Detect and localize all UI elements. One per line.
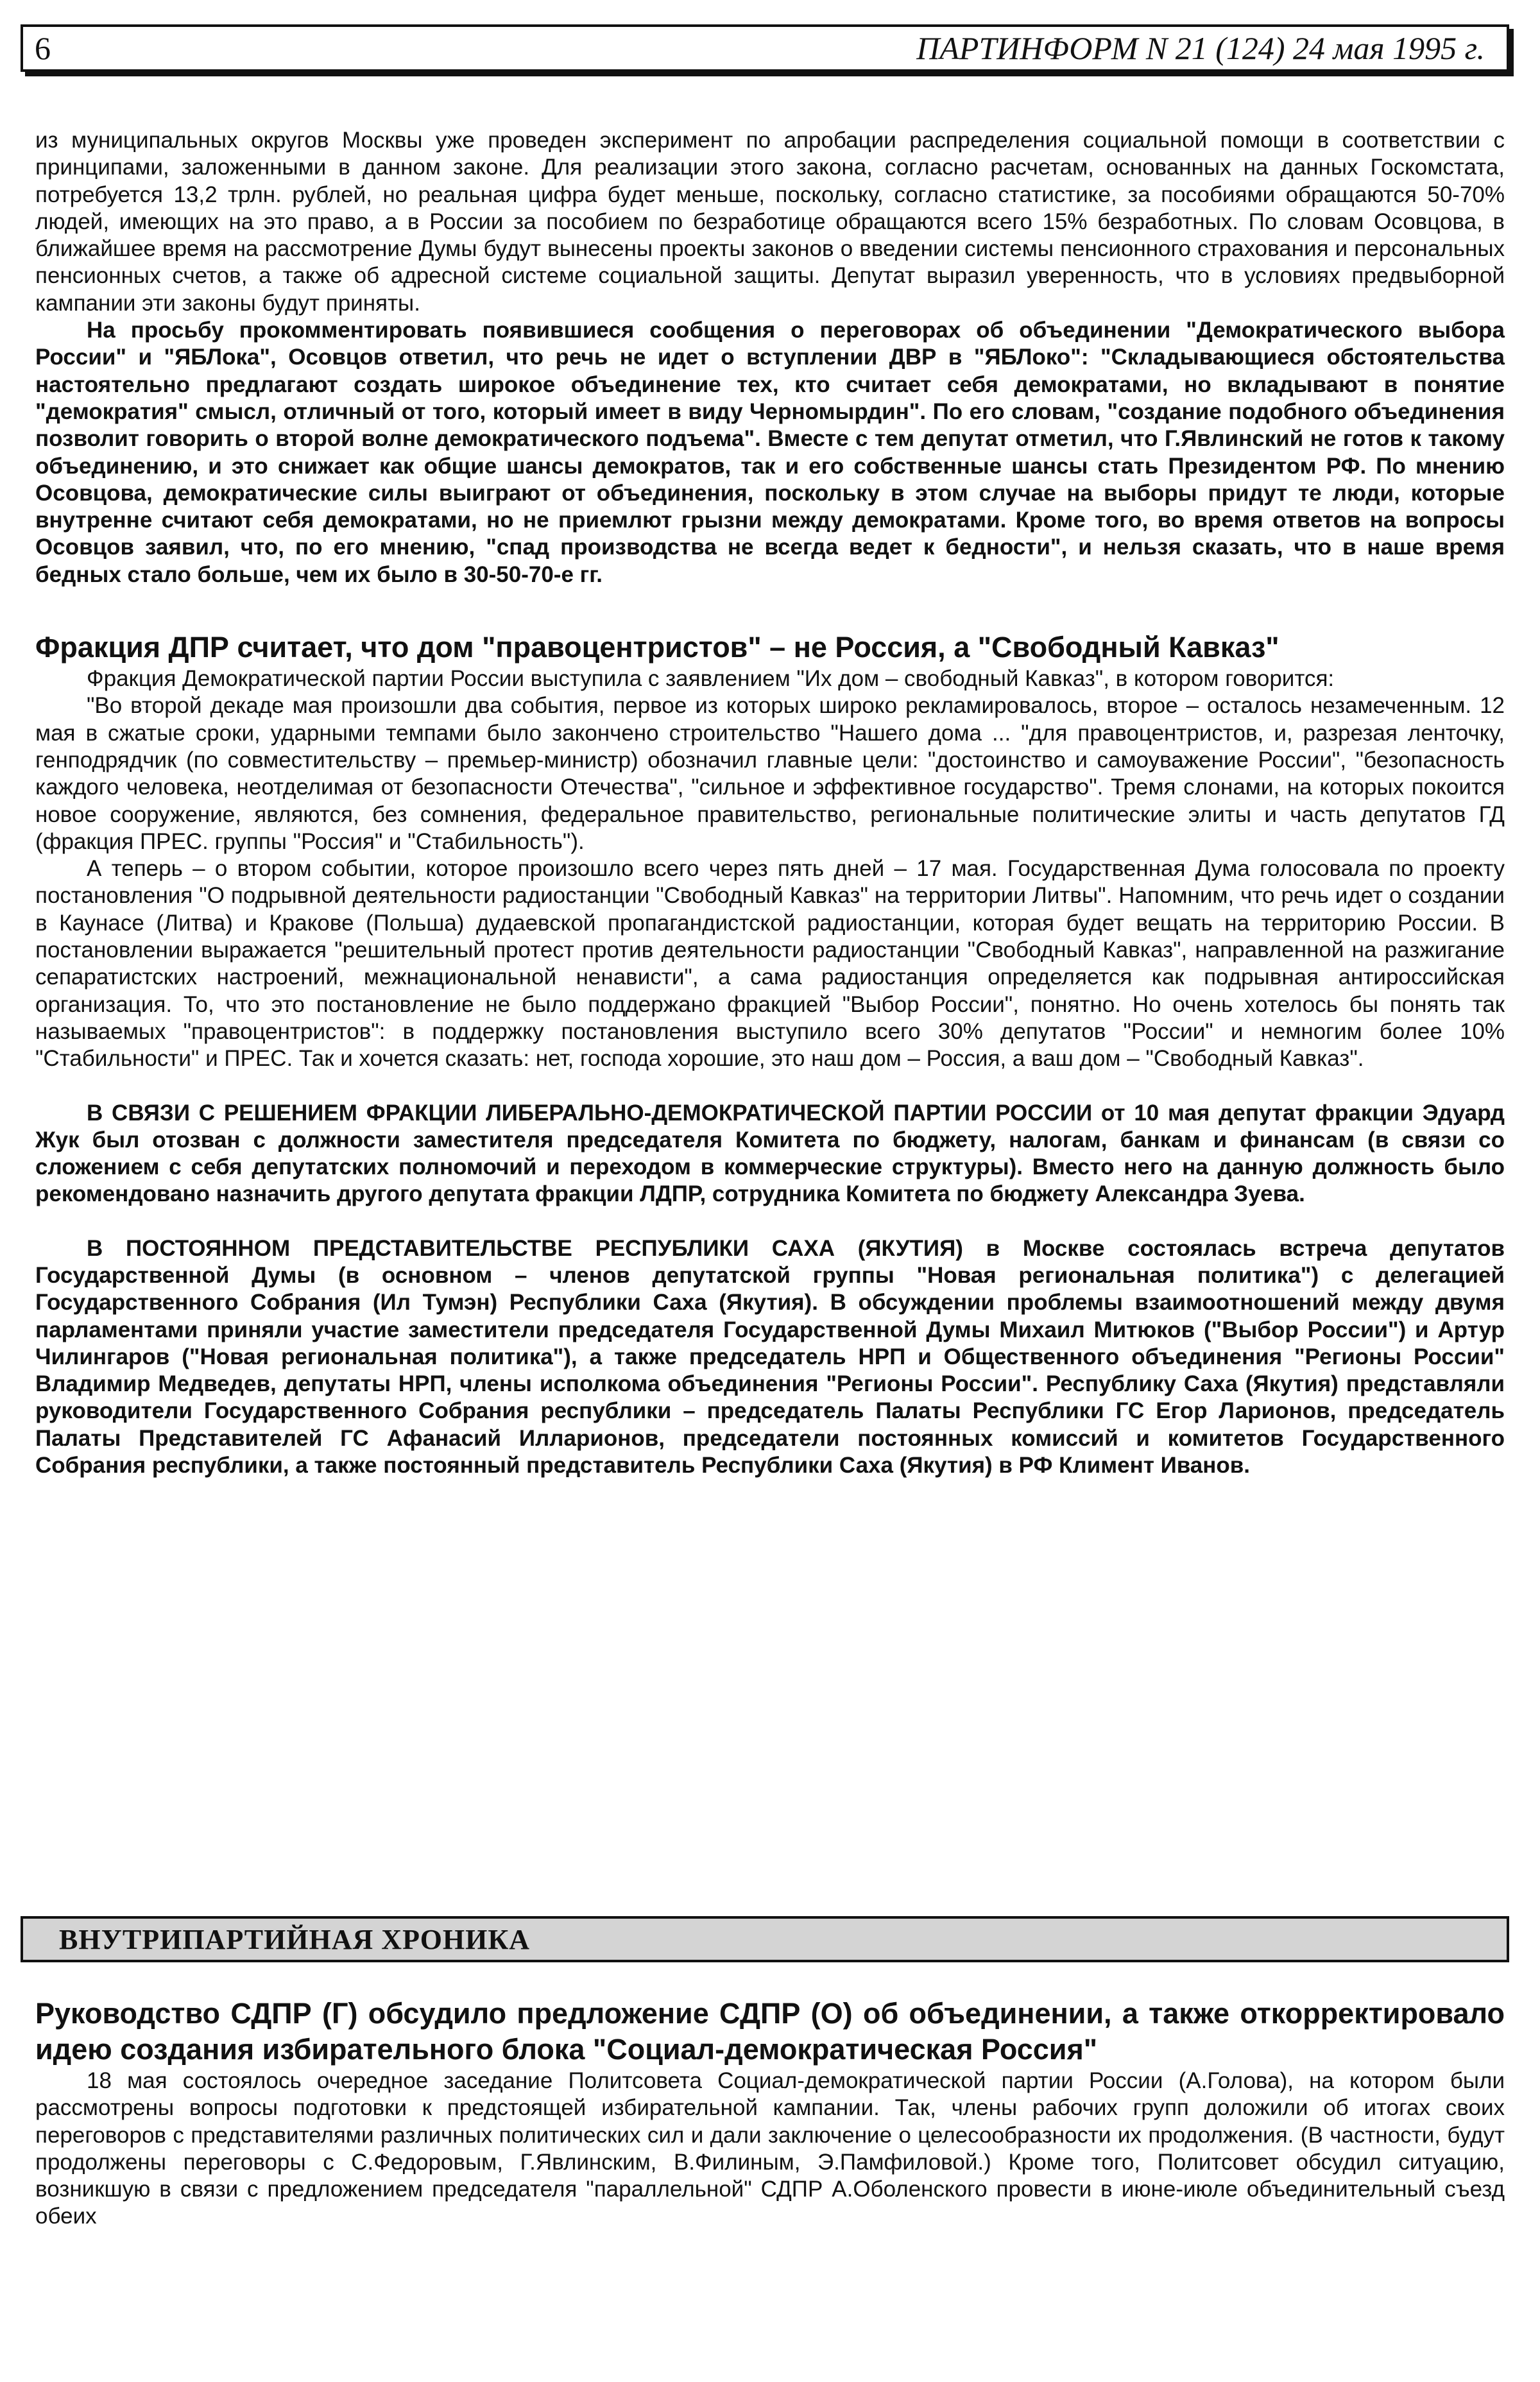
intro-bold-paragraph: На просьбу прокомментировать появившиеся сообщения о переговорах об объединении "Демократического выбора России" и "ЯБЛока", Осовцов ответил, что речь не идет о вступлении ДВР в "ЯБЛоко": "Складывающиеся обстоятельства настоятельно предлагают создать широкое объединение тех, кто считает себя демократами, но вкладывают в понятие "демократия" смысл, отличный от того, который имеет в виду Черномырдин". По его словам, "создание подобного объединения позволит говорить о второй волне демократического подъема". Вместе с тем депутат отметил, что Г.Явлинский не готов к такому объединению, и это снижает как общие шансы демократов, так и его собственные шансы стать Президентом РФ. По мнению Осовцова, демократические силы выиграют от объединения, поскольку в этом случае на выборы придут те люди, которые внутренне считают себя демократами, но не приемлют грызни между демократами. Кроме того, во время ответов на вопросы Осовцов заявил, что, по его мнению, "спад производства не всегда ведет к бедности", и нельзя сказать, что в наше время бедных стало больше, чем их было в 30-50-70-е гг. xyxy=(35,318,1505,587)
main-text-upper xyxy=(35,127,1505,1479)
publication-title: ПАРТИНФОРМ N 21 (124) 24 мая 1995 г. xyxy=(916,30,1485,66)
article1-paragraph-1: Фракция Демократической партии России выступила с заявлением "Их дом – свободный Кавказ", в котором говорится: xyxy=(87,666,1335,692)
main-text-lower xyxy=(35,1996,1505,2231)
article1-headline: Фракция ДПР считает, что дом "правоцентристов" – не Россия, а "Свободный Кавказ" xyxy=(35,631,1279,664)
spacer xyxy=(35,1208,1505,1235)
spacer xyxy=(35,588,1505,630)
article2-headline: Руководство СДПР (Г) обсудило предложение СДПР (О) об объединении, а также откорректировало идею создания избирательного блока "Социал-демократическая Россия" xyxy=(35,1997,1505,2066)
news-note-yakutia: В ПОСТОЯННОМ ПРЕДСТАВИТЕЛЬСТВЕ РЕСПУБЛИКИ САХА (ЯКУТИЯ) в Москве состоялась встреча депутатов Государственной Думы (в основном – членов депутатской группы "Новая региональная политика") с делегацией Государственного Собрания (Ил Тумэн) Республики Саха (Якутия). В обсуждении проблемы взаимоотношений между двумя парламентами приняли участие заместители председателя Государственной Думы Михаил Митюков ("Выбор России") и Артур Чилингаров ("Новая региональная политика"), а также председатель НРП и Общественного объединения "Регионы России" Владимир Медведев, депутаты НРП, члены исполкома объединения "Регионы России". Республику Саха (Якутия) представляли руководители Государственного Собрания республики – председатель Палаты Республики ГС Егор Ларионов, председатель Палаты Представителей ГС Афанасий Илларионов, председатели постоянных комиссий и комитетов Государственного Собрания республики, а также постоянный представитель Республики Саха (Якутия) в РФ Климент Иванов. xyxy=(35,1235,1505,1478)
section-header xyxy=(21,1916,1509,1962)
section-title: ВНУТРИПАРТИЙНАЯ ХРОНИКА xyxy=(59,1923,531,1955)
article1-paragraph-2: "Во второй декаде мая произошли два события, первое из которых широко рекламировалось, второе – осталось незамеченным. 12 мая в сжатые сроки, ударными темпами было закончено строительство "Нашего дома ... "для правоцентристов, и, разрезая ленточку, генподрядчик (по совместительству – премьер-министр) обозначил главные цели: "достоинство и самоуважение России", "безопасность каждого человека, неотделимая от безопасности Отечества", "сильное и эффективное государство". Тремя слонами, на которых покоится новое сооружение, являются, без сомнения, федеральное правительство, региональные политические элиты и часть депутатов ГД (фракция ПРЕС. группы "Россия" и "Стабильность"). xyxy=(35,693,1505,854)
intro-continued-paragraph: из муниципальных округов Москвы уже проведен эксперимент по апробации распределения социальной помощи в соответствии с принципами, заложенными в данном законе. Для реализации этого закона, согласно расчетам, основанных на данных Госкомстата, потребуется 13,2 трлн. рублей, но реальная цифра будет меньше, поскольку, согласно статистике, за пособиями обращаются 50-70% людей, имеющих на это право, а в России за пособием по безработице обращаются всего 15% безработных. По словам Осовцова, в ближайшее время на рассмотрение Думы будут вынесены проекты законов о введении системы пенсионного страхования и персональных пенсионных счетов, а также об адресной системе социальной защиты. Депутат выразил уверенность, что в условиях предвыборной кампании эти законы будут приняты. xyxy=(35,128,1505,316)
page-header xyxy=(21,24,1509,72)
spacer xyxy=(35,1073,1505,1100)
news-note-ldpr: В СВЯЗИ С РЕШЕНИЕМ ФРАКЦИИ ЛИБЕРАЛЬНО-ДЕМОКРАТИЧЕСКОЙ ПАРТИИ РОССИИ от 10 мая депутат фракции Эдуард Жук был отозван с должности заместителя председателя Комитета по бюджету, налогам, банкам и финансам (в связи со сложением с себя депутатских полномочий и переходом в коммерческие структуры). Вместо него на данную должность было рекомендовано назначить другого депутата фракции ЛДПР, сотрудника Комитета по бюджету Александра Зуева. xyxy=(35,1100,1505,1207)
article2-paragraph: 18 мая состоялось очередное заседание Политсовета Социал-демократической партии России (А.Голова), на котором были рассмотрены вопросы подготовки к предстоящей избирательной кампании. Так, члены рабочих групп доложили об итогах своих переговоров с представителями различных политических сил и дали заключение о целесообразности их продолжения. (В частности, будут продолжены переговоры с С.Федоровым, Г.Явлинским, В.Филиным, Э.Памфиловой.) Кроме того, Политсовет обсудил ситуацию, возникшую в связи с предложением председателя "параллельной" СДПР А.Оболенского провести в июне-июле объединительный съезд обеих xyxy=(35,2068,1505,2229)
page-header-wrapper xyxy=(21,24,1509,72)
article1-paragraph-3: А теперь – о втором событии, которое произошло всего через пять дней – 17 мая. Государственная Дума голосовала по проекту постановления "О подрывной деятельности радиостанции "Свободный Кавказ" на территории Литвы". Напомним, что речь идет о создании в Каунасе (Литва) и Кракове (Польша) дудаевской пропагандистской радиостанции, которая будет вещать на территорию России. В постановлении выражается "решительный протест против деятельности радиостанции "Свободный Кавказ", направленной на разжигание сепаратистских настроений, межнациональной ненависти", а сама радиостанция определяется как подрывная антироссийская организация. То, что это постановление не было поддержано фракцией "Выбор России", понятно. Но очень хотелось бы понять так называемых "правоцентристов": в поддержку постановления выступило всего 30% депутатов "России" и немногим более 10% "Стабильности" и ПРЕС. Так и хочется сказать: нет, господа хорошие, это наш дом – Россия, а ваш дом – "Свободный Кавказ". xyxy=(35,856,1505,1072)
page-number: 6 xyxy=(35,30,51,66)
